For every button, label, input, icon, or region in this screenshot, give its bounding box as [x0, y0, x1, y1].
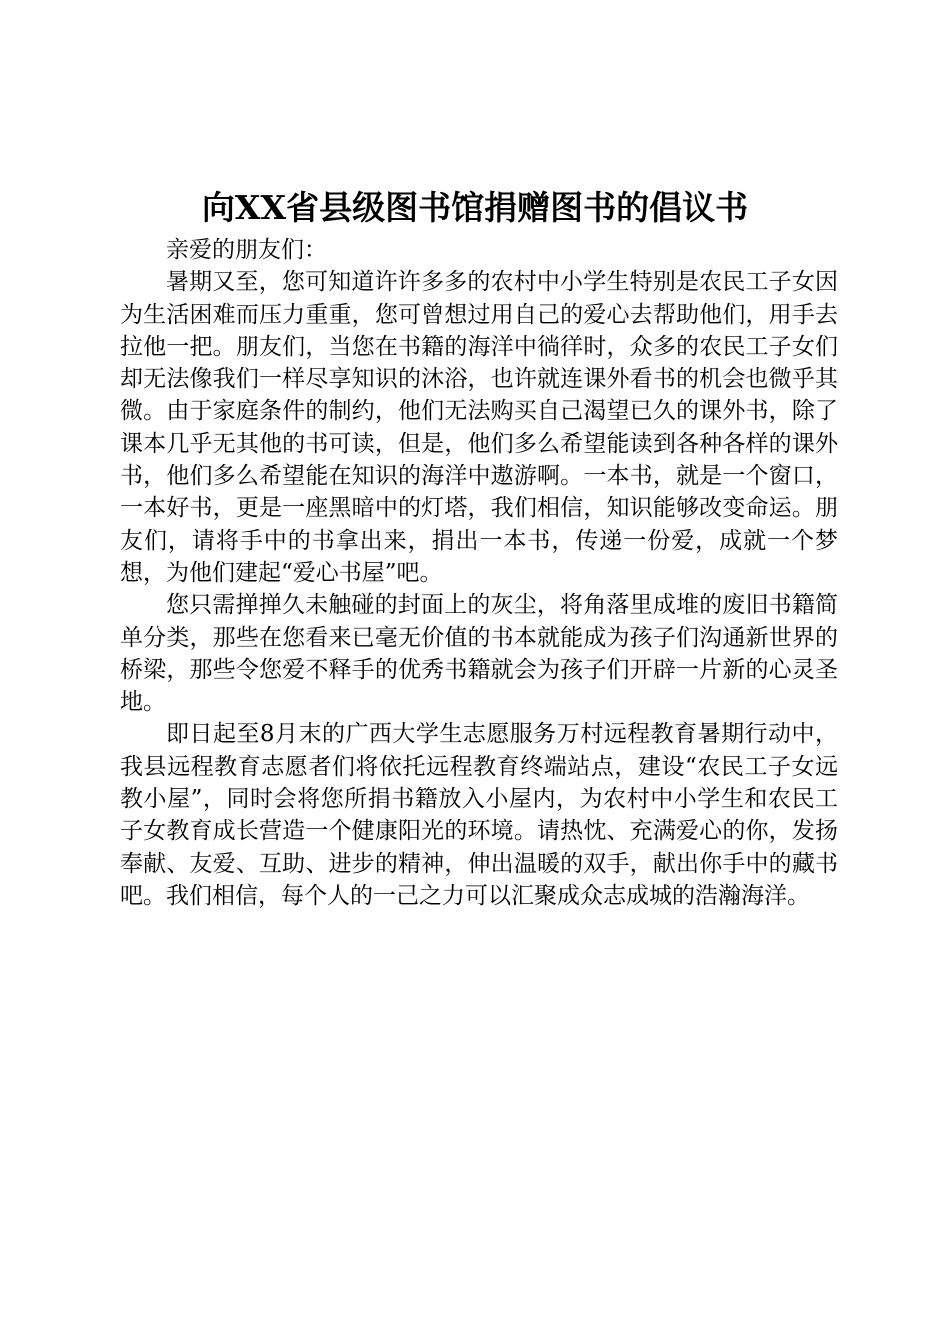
document-title: 向XX省县级图书馆捐赠图书的倡议书: [201, 188, 749, 227]
paragraph-2: 您只需掸掸久未触碰的封面上的灰尘，将角落里成堆的废旧书籍简单分类，那些在您看来已毫无价值的书本就能成为孩子们沟通新世界的桥梁，那些令您爱不释手的优秀书籍就会为孩子们开辟一片新的心灵圣地。: [120, 592, 838, 716]
paragraph-3: 即日起至8月末的广西大学生志愿服务万村远程教育暑期行动中，我县远程教育志愿者们将依托远程教育终端站点，建设“农民工子女远教小屋”，同时会将您所捐书籍放入小屋内，为农村中小学生和农民工子女教育成长营造一个健康阳光的环境。请热忱、充满爱心的你，发扬奉献、友爱、互助、进步的精神，伸出温暖的双手，献出你手中的藏书吧。我们相信，每个人的一己之力可以汇聚成众志成城的浩瀚海洋。: [120, 721, 838, 909]
document-body: [120, 234, 838, 912]
salutation: 亲爱的朋友们：: [166, 237, 327, 263]
paragraph-1: 暑期又至，您可知道许许多多的农村中小学生特别是农民工子女因为生活困难而压力重重，您可曾想过用自己的爱心去帮助他们，用手去拉他一把。朋友们，当您在书籍的海洋中徜徉时，众多的农民工子女们却无法像我们一样尽享知识的沐浴，也许就连课外看书的机会也微乎其微。由于家庭条件的制约，他们无法购买自己渴望已久的课外书，除了课本几乎无其他的书可读，但是，他们多么希望能读到各种各样的课外书，他们多么希望能在知识的海洋中遨游啊。一本书，就是一个窗口，一本好书，更是一座黑暗中的灯塔，我们相信，知识能够改变命运。朋友们，请将手中的书拿出来，捐出一本书，传递一份爱，成就一个梦想，为他们建起“爱心书屋”吧。: [120, 269, 838, 586]
